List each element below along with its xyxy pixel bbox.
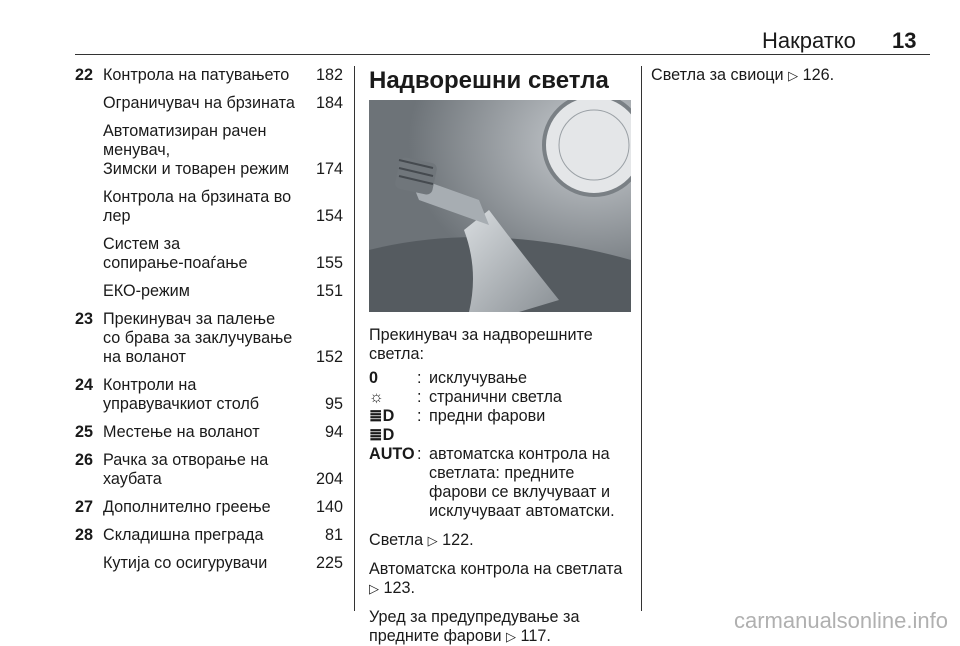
toc-column (75, 66, 343, 582)
toc-text: Дополнително греење (103, 498, 271, 516)
page-number: 13 (892, 28, 917, 53)
toc-number: 25 (75, 423, 94, 441)
ref-page: 122. (442, 531, 474, 549)
arrow-icon: ▷ (788, 68, 799, 83)
section-title: Надворешни светла (369, 67, 609, 94)
switch-caption: Прекинувач за надворешните светла: (369, 326, 593, 363)
toc-page: 154 (313, 207, 343, 226)
toc-text: Ограничувач на брзината (103, 94, 295, 112)
auto-light-icon: AUTO (369, 445, 415, 463)
toc-entry[interactable] (75, 94, 343, 113)
cornering-lights-ref[interactable] (651, 66, 931, 85)
toc-page: 152 (313, 348, 343, 367)
toc-page: 155 (313, 254, 343, 273)
page-header-title: Накратко (762, 28, 856, 53)
symbol-table (369, 369, 631, 521)
toc-text: Кутија со осигурувачи (103, 554, 268, 572)
sidelight-icon: ☼ (369, 388, 384, 406)
toc-page: 184 (313, 94, 343, 113)
cross-reference[interactable] (369, 531, 631, 550)
headlight-icon: ≣D ≣D (369, 407, 395, 444)
toc-number: 24 (75, 376, 94, 394)
ref-text: Светла за свиоци (651, 66, 784, 84)
toc-page: 174 (313, 160, 343, 179)
ref-page: 117. (520, 627, 551, 645)
symbol-desc: исклучување (429, 369, 528, 387)
toc-entry[interactable] (75, 235, 343, 273)
symbol-row (369, 369, 631, 388)
arrow-icon: ▷ (369, 581, 379, 596)
colon: : (417, 407, 422, 425)
light-switch-photo (369, 100, 631, 312)
toc-entry[interactable] (75, 451, 343, 489)
toc-text: Контрола на патувањето (103, 66, 290, 84)
toc-text: Складишна преграда (103, 526, 264, 544)
toc-page: 151 (313, 282, 343, 301)
toc-text: ЕКО-режим (103, 282, 190, 300)
toc-entry[interactable] (75, 66, 343, 85)
toc-page: 81 (322, 526, 343, 545)
toc-text: Местење на воланот (103, 423, 260, 441)
toc-entry[interactable] (75, 498, 343, 517)
symbol-desc: странични светла (429, 388, 562, 406)
column-separator-2 (641, 66, 642, 611)
toc-page: 140 (313, 498, 343, 517)
toc-entry[interactable] (75, 423, 343, 442)
ref-page: 126. (802, 66, 835, 84)
toc-entry[interactable] (75, 526, 343, 545)
colon: : (417, 445, 422, 463)
toc-number: 26 (75, 451, 94, 469)
toc-number: 28 (75, 526, 94, 544)
toc-page: 182 (313, 66, 343, 85)
ref-text: Автоматска контрола на светлата (369, 560, 623, 578)
toc-entry[interactable] (75, 282, 343, 301)
toc-entry[interactable] (75, 188, 343, 226)
ref-page: 123. (383, 579, 416, 597)
symbol-desc: автоматска контрола на светлата: предните фарови се вклучуваат и исклучуваат автоматски. (429, 445, 615, 520)
arrow-icon: ▷ (427, 533, 438, 548)
toc-text: Контроли на управувачкиот столб (103, 376, 260, 413)
toc-page: 95 (322, 395, 343, 414)
ref-text: Светла (369, 531, 424, 549)
symbol-row (369, 445, 631, 521)
toc-number: 27 (75, 498, 94, 516)
symbol-row (369, 407, 631, 445)
header-rule (75, 54, 930, 55)
symbol-off-icon: 0 (369, 369, 379, 387)
symbol-desc: предни фарови (429, 407, 546, 425)
column-separator-1 (354, 66, 355, 611)
toc-text: Контрола на брзината во лер (103, 188, 292, 225)
toc-text: Рачка за отворање на хаубата (103, 451, 269, 488)
light-switch-illustration (369, 100, 631, 312)
colon: : (417, 369, 422, 387)
toc-number: 22 (75, 66, 94, 84)
ref-text: Уред за предупредување за предните фарови (369, 608, 580, 645)
cross-reference[interactable] (369, 608, 631, 646)
cross-reference[interactable] (369, 560, 631, 598)
toc-page: 204 (313, 470, 343, 489)
toc-entry[interactable] (75, 122, 343, 179)
toc-text: Автоматизиран рачен менувач, Зимски и товарен режим (103, 122, 290, 178)
toc-page: 94 (322, 423, 343, 442)
toc-text: Систем за сопирање-поаѓање (103, 235, 248, 272)
toc-entry[interactable] (75, 376, 343, 414)
lights-section (369, 66, 631, 646)
toc-entry[interactable] (75, 310, 343, 367)
toc-text: Прекинувач за палење со брава за заклучување на воланот (103, 310, 293, 366)
toc-page: 225 (313, 554, 343, 573)
toc-entry[interactable] (75, 554, 343, 573)
symbol-row (369, 388, 631, 407)
toc-number: 23 (75, 310, 94, 328)
watermark: carmanualsonline.info (733, 608, 948, 633)
colon: : (417, 388, 422, 406)
arrow-icon: ▷ (506, 629, 517, 644)
